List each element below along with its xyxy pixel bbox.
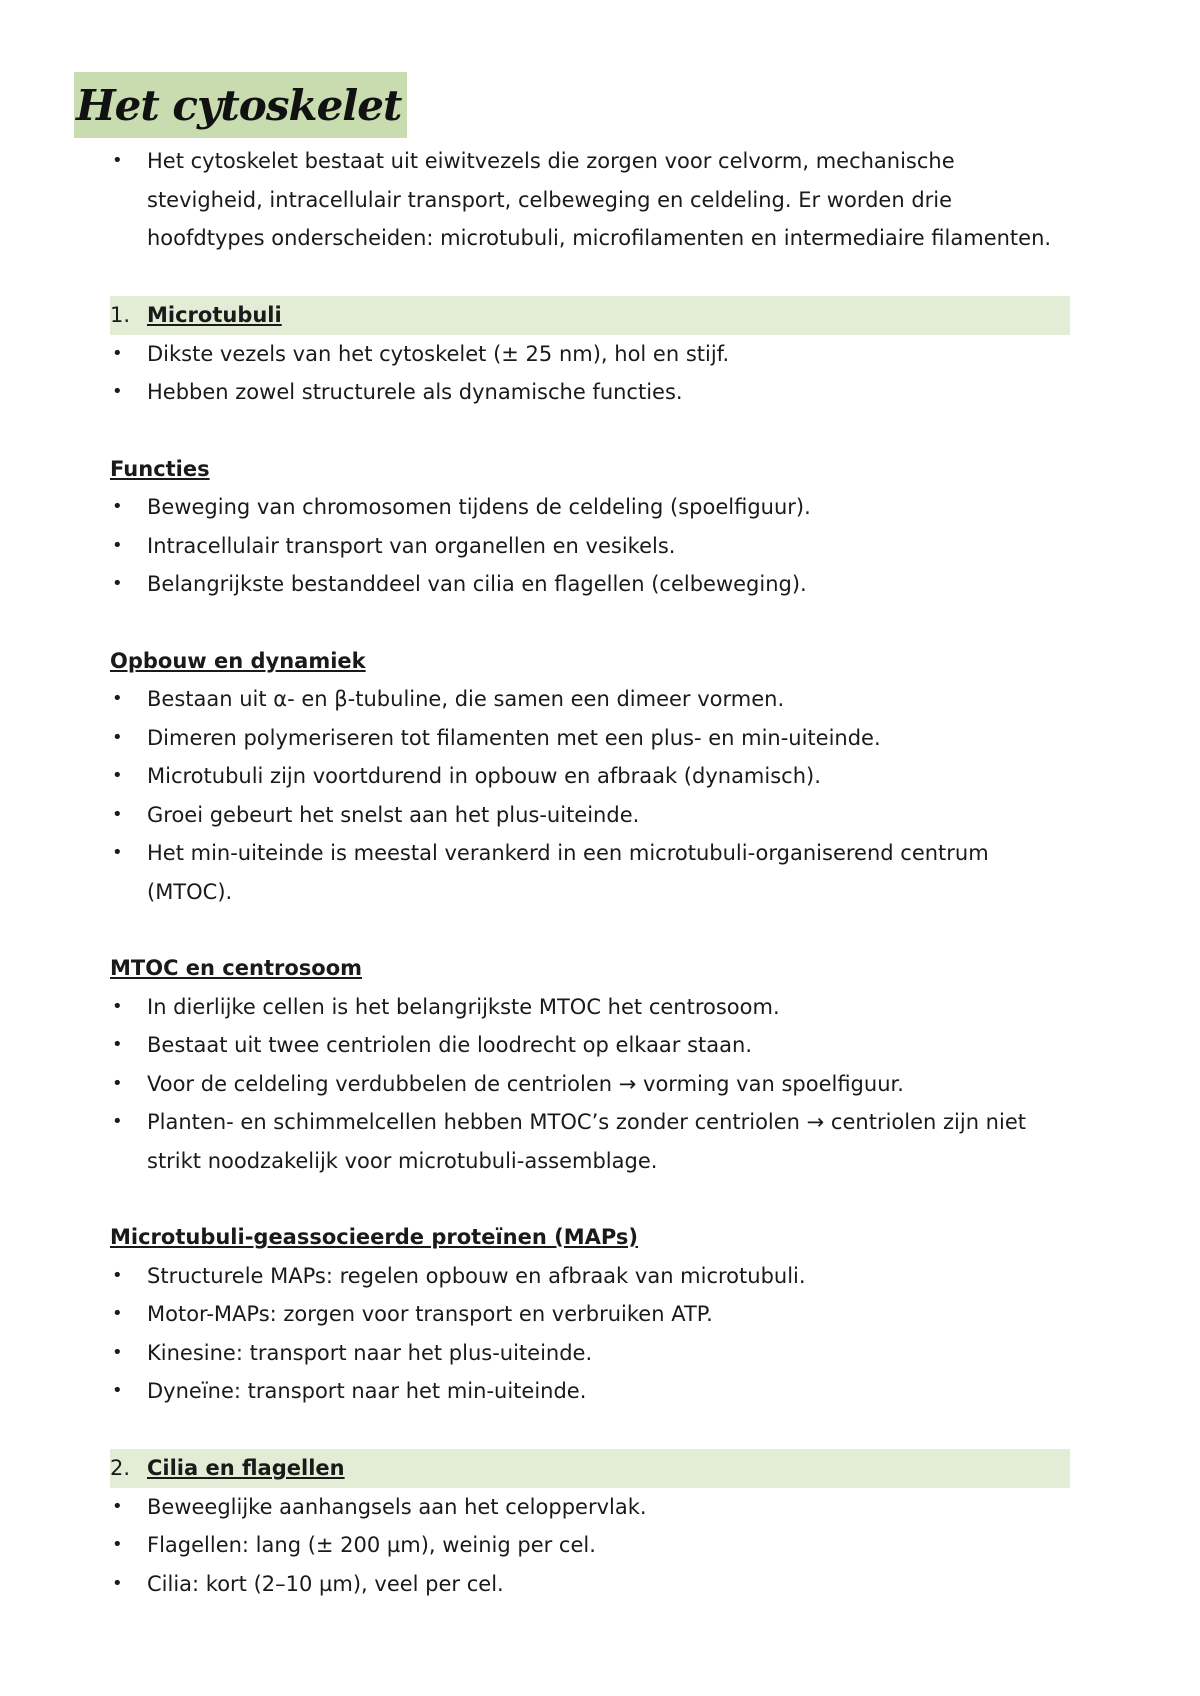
list-item: • Groei gebeurt het snelst aan het plus-uiteinde. [110, 796, 1070, 835]
subheading-maps: Microtubuli-geassocieerde proteïnen (MAPs) [110, 1225, 638, 1249]
list-item: • Voor de celdeling verdubbelen de centriolen → vorming van spoelfiguur. [110, 1065, 1070, 1104]
list-item: • Kinesine: transport naar het plus-uiteinde. [110, 1334, 1070, 1373]
intro-bullet: • Het cytoskelet bestaat uit eiwitvezels die zorgen voor celvorm, mechanische stevigheid, intracellulair transport, celbeweging en celdeling. Er worden drie hoofdtypes onderscheiden: microtubuli, microfilamenten en intermediaire filamenten. [110, 142, 1070, 258]
list-item: • Hebben zowel structurele als dynamische functies. [110, 373, 1070, 412]
list-item: • Intracellulair transport van organellen en vesikels. [110, 527, 1070, 566]
section-heading-microtubuli [110, 296, 1070, 335]
page-title: Het cytoskelet [74, 72, 407, 138]
subheading-opbouw: Opbouw en dynamiek [110, 648, 366, 673]
list-item: • Dikste vezels van het cytoskelet (± 25 nm), hol en stijf. [110, 335, 1070, 374]
list-item: • Bestaan uit α- en β-tubuline, die samen een dimeer vormen. [110, 680, 1070, 719]
list-item: • Belangrijkste bestanddeel van cilia en flagellen (celbeweging). [110, 565, 1070, 604]
section-heading-cilia [110, 1449, 1070, 1488]
list-item: • Flagellen: lang (± 200 µm), weinig per cel. [110, 1526, 1070, 1565]
list-item: • In dierlijke cellen is het belangrijkste MTOC het centrosoom. [110, 988, 1070, 1027]
list-item: • Beweging van chromosomen tijdens de celdeling (spoelfiguur). [110, 488, 1070, 527]
subheading-mtoc: MTOC en centrosoom [110, 956, 362, 980]
list-item: • Motor-MAPs: zorgen voor transport en verbruiken ATP. [110, 1295, 1070, 1334]
section-title: Cilia en flagellen [147, 1456, 345, 1480]
list-item: • Structurele MAPs: regelen opbouw en afbraak van microtubuli. [110, 1257, 1070, 1296]
list-item: • Planten- en schimmelcellen hebben MTOC’s zonder centriolen → centriolen zijn niet strikt noodzakelijk voor microtubuli-assemblage. [110, 1103, 1070, 1180]
list-item: • Microtubuli zijn voortdurend in opbouw en afbraak (dynamisch). [110, 757, 1070, 796]
section-number: 1. [110, 303, 131, 327]
list-item: • Dyneïne: transport naar het min-uiteinde. [110, 1372, 1070, 1411]
list-item: • Bestaat uit twee centriolen die loodrecht op elkaar staan. [110, 1026, 1070, 1065]
section-number: 2. [110, 1456, 131, 1480]
list-item: • Beweeglijke aanhangsels aan het celoppervlak. [110, 1488, 1070, 1527]
section-title: Microtubuli [147, 303, 282, 327]
list-item: • Dimeren polymeriseren tot filamenten met een plus- en min-uiteinde. [110, 719, 1070, 758]
title-block [74, 72, 407, 138]
list-item: • Cilia: kort (2–10 µm), veel per cel. [110, 1565, 1070, 1604]
subheading-functies: Functies [110, 456, 210, 481]
document-body [110, 142, 1070, 1603]
list-item: • Het min-uiteinde is meestal verankerd in een microtubuli-organiserend centrum (MTOC). [110, 834, 1070, 911]
